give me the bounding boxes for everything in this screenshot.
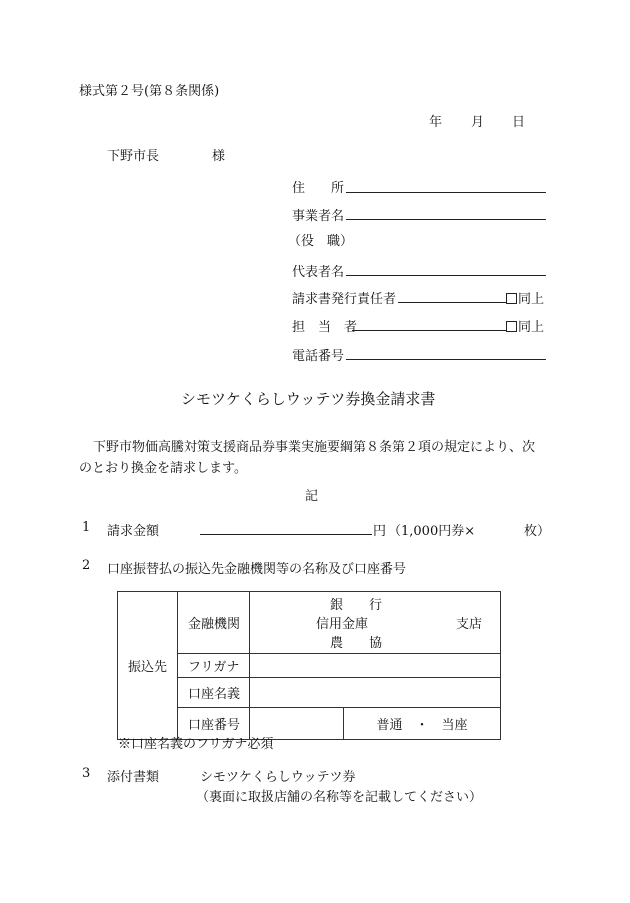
bank-word: 銀 行 [330,597,383,613]
item1-voucher-spec: （1,000円券× [388,524,476,539]
body-text-line-1: 下野市物価高騰対策支援商品券事業実施要綱第８条第２項の規定により、次 [93,440,536,455]
item3-label: 添付書類 [107,770,160,785]
furigana-required-note: ※口座名義のフリガナ必須 [118,737,274,752]
address-label: 住 所 [292,181,345,196]
contact-label: 担 当 者 [292,320,358,335]
date-month-label: 月 [471,115,485,130]
transfer-group-label: 振込先 [118,592,178,740]
item1-label: 請求金額 [107,524,160,539]
account-number-label: 口座番号 [178,708,250,740]
issuer-same-label: 同上 [518,292,545,307]
account-holder-label: 口座名義 [178,678,250,708]
representative-field[interactable] [346,275,546,276]
date-year-label: 年 [429,115,443,130]
branch-word: 支店 [456,616,483,632]
addressee-name: 下野市長 [107,149,160,164]
agri-coop-word: 農 協 [330,635,383,651]
contact-field[interactable] [352,330,506,331]
item1-sheets: 枚） [524,524,551,539]
addressee-honorific: 様 [212,149,226,164]
document-title: シモツケくらしウッテツ券換金請求書 [181,390,436,408]
title-label: （役 職） [288,234,354,249]
item3-note: （裏面に取扱店舗の名称等を記載してください） [196,790,483,805]
checkbox-icon [506,321,517,332]
issuer-label: 請求書発行責任者 [292,292,397,307]
issuer-same-checkbox[interactable] [506,288,544,307]
issuer-field[interactable] [398,302,506,303]
contact-same-label: 同上 [518,320,545,335]
institution-label: 金融機関 [178,592,250,654]
item2-label: 口座振替払の振込先金融機関等の名称及び口座番号 [107,562,407,577]
representative-label: 代表者名 [292,265,345,280]
item1-number: 1 [82,520,91,535]
account-type-field[interactable] [344,708,501,740]
institution-field[interactable] [250,592,501,654]
phone-field[interactable] [346,359,546,360]
business-name-label: 事業者名 [292,209,345,224]
phone-label: 電話番号 [292,349,345,364]
item3-value: シモツケくらしウッテツ券 [200,770,356,785]
furigana-label: フリガナ [178,654,250,678]
item2-number: 2 [82,558,91,573]
item1-yen: 円 [373,524,387,539]
note-heading: 記 [305,489,319,504]
business-name-field[interactable] [346,219,546,220]
account-type-options: 普通 ・ 当座 [376,718,468,733]
amount-field[interactable] [200,534,372,535]
body-text-line-2: のとおり換金を請求します。 [79,461,247,476]
date-day-label: 日 [512,115,526,130]
bank-transfer-table [117,591,501,740]
furigana-field[interactable] [250,654,501,678]
checkbox-icon [506,293,517,304]
form-number: 様式第２号(第８条関係) [79,84,220,99]
credit-union-word: 信用金庫 [316,616,369,632]
account-holder-field[interactable] [250,678,501,708]
contact-same-checkbox[interactable] [506,316,544,335]
address-field[interactable] [346,192,546,193]
item3-number: 3 [82,766,91,781]
